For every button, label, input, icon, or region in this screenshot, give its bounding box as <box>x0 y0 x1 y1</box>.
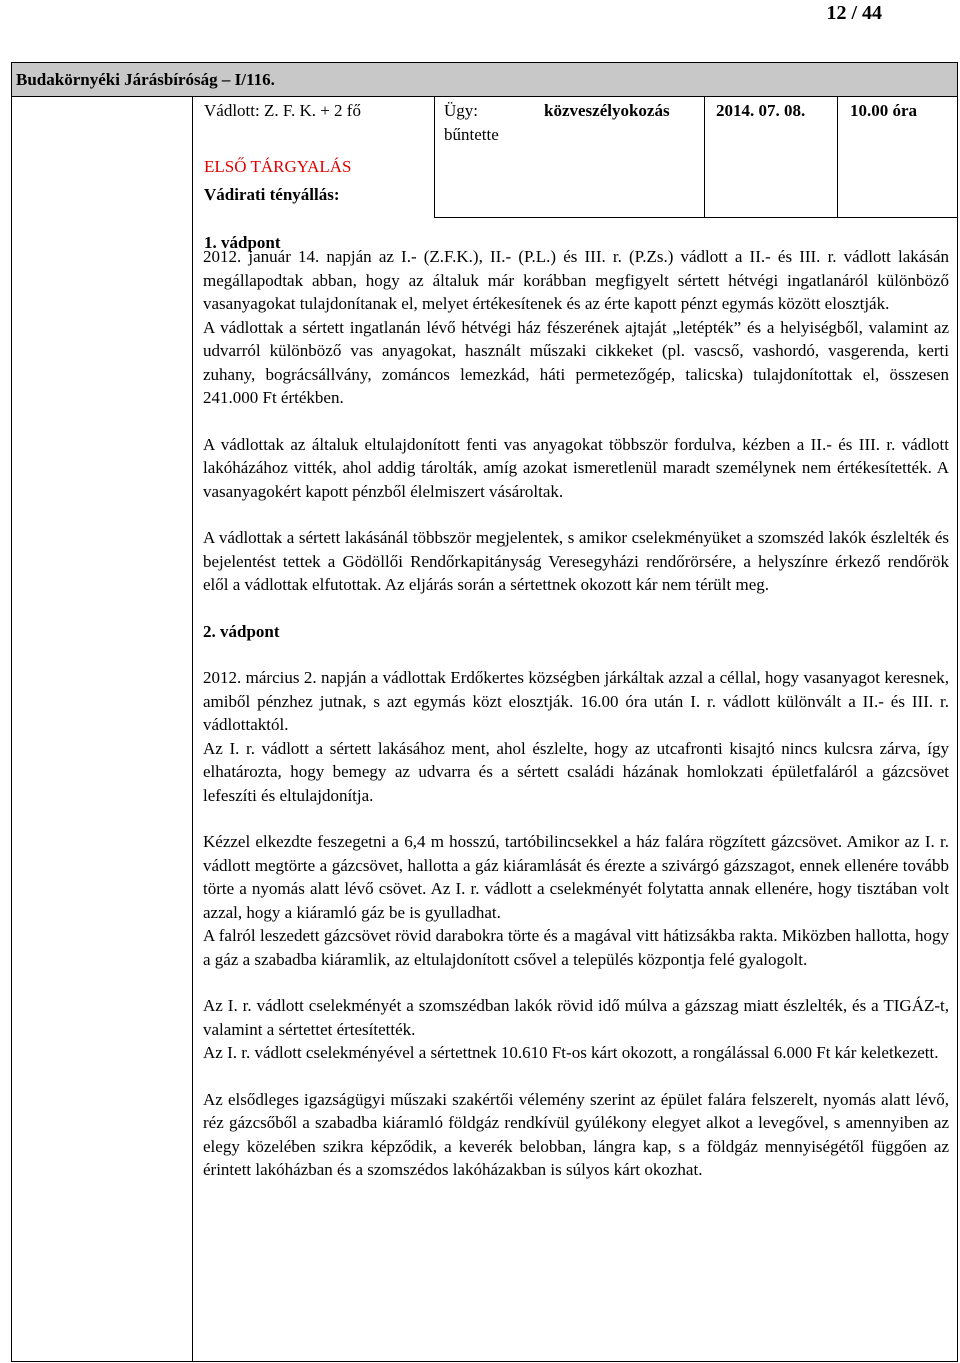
court-name: Budakörnyéki Járásbíróság – I/116. <box>12 63 957 97</box>
row-divider <box>434 217 957 218</box>
count1-paragraph: 2012. január 14. napján az I.- (Z.F.K.), II.- (P.L.) és III. r. (P.Zs.) vádlott a II.- és III. r. vádlott lakásán megállapodtak abban, hogy az általuk már korábban megfigyelt sértett hétvégi ingatlanáról különböző vasanyagokat tulajdonítanak el, melyet értékesítenek és az érte kapott pénzt egymás között elosztják. <box>203 247 949 313</box>
facts-label: Vádirati tényállás: <box>204 185 340 204</box>
case-label: Ügy: <box>444 101 478 120</box>
case-crime: bűntette <box>444 125 499 144</box>
count1-title: 1. vádpont <box>204 233 281 252</box>
count1-body <box>203 245 949 1182</box>
col-divider <box>837 97 838 217</box>
col-divider <box>704 97 705 217</box>
count2-paragraph: Kézzel elkezdte feszegetni a 6,4 m hosszú, tartóbilincsekkel a ház falára rögzített gázcsövet. Amikor az I. r. vádlott megtörte a gázcsövet, hallotta a gáz kiáramlását és érezte a szivárgó gázszagot, ennek ellenére tovább törte a nyomás alatt lévő csövet. Az I. r. vádlott a cselekményét folytatta annak ellenére, hogy tisztában volt azzal, hogy a kiáramló gáz be is gyulladhat. <box>203 832 949 922</box>
left-margin-line <box>192 97 193 1361</box>
count2-paragraph: Az elsődleges igazságügyi műszaki szakértői vélemény szerint az épület falára felszerelt, nyomás alatt lévő, réz gázcsőből a szabadba kiáramló földgáz rendkívül gyúlékony elegyet alkot a levegővel, s amennyiben az elegy közelében szikra képződik, a keverék belobban, lángra kap, s a földgáz mennyiségétől függően az érintett lakóházban és a szomszédos lakóházakban is súlyos kárt okozhat. <box>203 1089 949 1179</box>
count2-paragraph: Az I. r. vádlott cselekményével a sértettnek 10.610 Ft-os kárt okozott, a rongálással 6.000 Ft kár keletkezett. <box>203 1043 939 1062</box>
defendant: Vádlott: Z. F. K. + 2 fő <box>204 101 361 120</box>
count2-paragraph: Az I. r. vádlott cselekményét a szomszédban lakók rövid idő múlva a gázszag miatt észlelték, és a TIGÁZ-t, valamint a sértettet értesítették. <box>203 996 949 1039</box>
count1-paragraph: A vádlottak a sértett ingatlanán lévő hétvégi ház fészerének ajtaját „letépték” és a helyiségből, valamint az udvarról különböző vas anyagokat, használt műszaki cikkeket (pl. vascső, vashordó, vasgerenda, kerti zuhany, bográcsállvány, zománcos lemezkád, háti permetezőgép, talicska) tulajdonítottak el, összesen 241.000 Ft értékben. <box>203 317 949 407</box>
case-type: közveszélyokozás <box>544 101 670 120</box>
page-number: 12 / 44 <box>826 2 882 24</box>
count2-title: 2. vádpont <box>203 621 280 641</box>
count2-paragraph: 2012. március 2. napján a vádlottak Erdőkertes községben járkáltak azzal a céllal, hogy vasanyagot keresnek, amiből pénzhez jutnak, s azt egymás közt elosztják. 16.00 óra után I. r. vádlott különvált a II.- és III. r. vádlottaktól. <box>203 668 949 734</box>
hearing-time: 10.00 óra <box>850 101 918 120</box>
count2-paragraph: Az I. r. vádlott a sértett lakásához ment, ahol észlelte, hogy az utcafronti kisajtó nincs kulcsra zárva, így elhatározta, hogy bemegy az udvarra és a sértett családi házának homlokzati épületfaláról a gázcsövet lefeszíti és eltulajdonítja. <box>203 738 949 805</box>
col-divider <box>434 97 435 217</box>
count1-paragraph: A vádlottak a sértett lakásánál többször megjelentek, s amikor cselekményüket a szomszéd lakók észlelték és bejelentést tettek a Gödöllői Rendőrkapitányság Veresegyházi rendőrörsére, a helyszínre érkező rendőrök elől a vádlottak elfutottak. Az eljárás során a sértettnek okozott kár nem térült meg. <box>203 528 949 594</box>
hearing-type: ELSŐ TÁRGYALÁS <box>204 157 352 176</box>
count2-paragraph: A falról leszedett gázcsövet rövid darabokra törte és a magával vitt hátizsákba rakta. Miközben hallotta, hogy a gáz a szabadba kiáramlik, az eltulajdonított csővel a település központja felé gyalogolt. <box>203 926 949 969</box>
hearing-date: 2014. 07. 08. <box>716 101 806 120</box>
count1-paragraph: A vádlottak az általuk eltulajdonított fenti vas anyagokat többször fordulva, kézben a II.- és III. r. vádlott lakóházához vitték, ahol addig tárolták, amíg azokat ismeretlenül maradt személynek nem értékesítették. A vasanyagokért kapott pénzből élelmiszert vásároltak. <box>203 434 949 501</box>
